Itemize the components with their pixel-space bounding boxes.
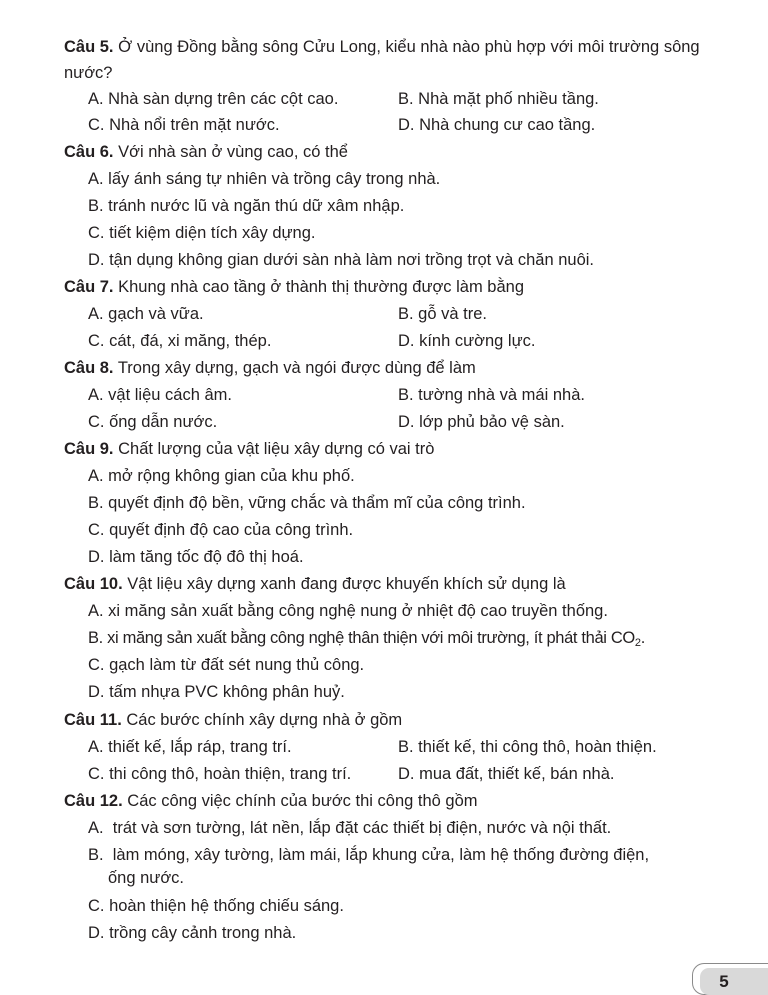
- option-b: B. tránh nước lũ và ngăn thú dữ xâm nhập.: [88, 197, 405, 215]
- page-number: 5: [700, 968, 768, 995]
- option-d: D. Nhà chung cư cao tầng.: [398, 116, 596, 134]
- option-c: C. tiết kiệm diện tích xây dựng.: [88, 224, 316, 242]
- question-text: Các bước chính xây dựng nhà ở gồm: [121, 711, 403, 729]
- option-d: D. lớp phủ bảo vệ sàn.: [398, 413, 565, 431]
- question-10: [64, 571, 744, 597]
- question-label: Câu 8.: [64, 359, 114, 377]
- question-text: Trong xây dựng, gạch và ngói được dùng để làm: [113, 359, 476, 377]
- option-a: A. Nhà sàn dựng trên các cột cao.: [88, 90, 339, 108]
- option-c: C. hoàn thiện hệ thống chiếu sáng.: [88, 897, 344, 915]
- question-text: Chất lượng của vật liệu xây dựng có vai trò: [113, 440, 435, 458]
- option-c: C. Nhà nổi trên mặt nước.: [88, 116, 280, 134]
- option-b: [88, 625, 645, 651]
- question-text: Các công việc chính của bước thi công thô gồm: [122, 792, 478, 810]
- question-9: [64, 436, 744, 462]
- question-11: [64, 707, 744, 733]
- option-a: A. lấy ánh sáng tự nhiên và trồng cây trong nhà.: [88, 170, 441, 188]
- option-d: D. tận dụng không gian dưới sàn nhà làm nơi trồng trọt và chăn nuôi.: [88, 251, 594, 269]
- option-d: D. kính cường lực.: [398, 332, 536, 350]
- option-a: A. trát và sơn tường, lát nền, lắp đặt các thiết bị điện, nước và nội thất.: [88, 819, 612, 837]
- question-label: Câu 10.: [64, 575, 123, 593]
- option-c: C. ống dẫn nước.: [88, 413, 218, 431]
- question-7: [64, 274, 744, 300]
- option-a: A. vật liệu cách âm.: [88, 386, 232, 404]
- option-d: D. tấm nhựa PVC không phân huỷ.: [88, 683, 345, 701]
- option-d: D. mua đất, thiết kế, bán nhà.: [398, 765, 615, 783]
- question-label: Câu 6.: [64, 143, 114, 161]
- question-text: Ở vùng Đồng bằng sông Cửu Long, kiểu nhà nào phù hợp với môi trường sông nước?: [64, 38, 700, 82]
- question-text: Khung nhà cao tầng ở thành thị thường được làm bằng: [113, 278, 525, 296]
- option-c: C. cát, đá, xi măng, thép.: [88, 332, 272, 350]
- option-a: A. xi măng sản xuất bằng công nghệ nung ở nhiệt độ cao truyền thống.: [88, 602, 608, 620]
- question-label: Câu 7.: [64, 278, 114, 296]
- option-a: A. mở rộng không gian của khu phố.: [88, 467, 355, 485]
- option-b-text: B. xi măng sản xuất bằng công nghệ thân thiện với môi trường, ít phát thải CO: [88, 629, 635, 647]
- question-5: [64, 34, 744, 86]
- option-d: D. làm tăng tốc độ đô thị hoá.: [88, 548, 304, 566]
- option-b: B. thiết kế, thi công thô, hoàn thiện.: [398, 738, 657, 756]
- question-6: [64, 139, 744, 165]
- co2-subscript: 2: [634, 637, 641, 649]
- question-12: [64, 788, 744, 814]
- question-text: Vật liệu xây dựng xanh đang được khuyến khích sử dụng là: [122, 575, 566, 593]
- question-label: Câu 5.: [64, 38, 114, 56]
- question-label: Câu 11.: [64, 711, 122, 729]
- question-label: Câu 9.: [64, 440, 114, 458]
- option-d: D. trồng cây cảnh trong nhà.: [88, 924, 297, 942]
- question-text: Với nhà sàn ở vùng cao, có thể: [113, 143, 348, 161]
- option-b-suffix: .: [640, 629, 645, 647]
- option-a: A. thiết kế, lắp ráp, trang trí.: [88, 738, 292, 756]
- question-8: [64, 355, 744, 381]
- option-b: B. gỗ và tre.: [398, 305, 487, 323]
- option-a: A. gạch và vữa.: [88, 305, 204, 323]
- option-b-continuation: ống nước.: [108, 869, 184, 887]
- option-c: C. gạch làm từ đất sét nung thủ công.: [88, 656, 365, 674]
- option-b: B. quyết định độ bền, vững chắc và thẩm mĩ của công trình.: [88, 494, 526, 512]
- option-b: B. làm móng, xây tường, làm mái, lắp khung cửa, làm hệ thống đường điện,: [88, 846, 650, 864]
- option-c: C. quyết định độ cao của công trình.: [88, 521, 354, 539]
- option-c: C. thi công thô, hoàn thiện, trang trí.: [88, 765, 352, 783]
- option-b: B. tường nhà và mái nhà.: [398, 386, 585, 404]
- question-label: Câu 12.: [64, 792, 123, 810]
- option-b: B. Nhà mặt phố nhiều tầng.: [398, 90, 599, 108]
